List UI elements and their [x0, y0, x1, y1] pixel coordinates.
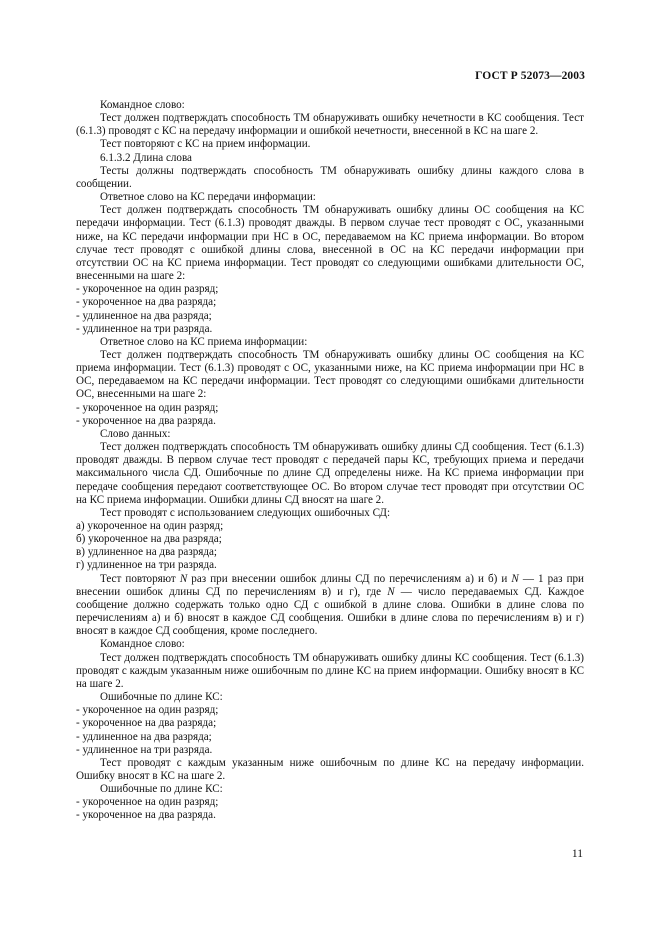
page-number: 11 — [571, 848, 583, 860]
paragraph: Тест проводят с каждым указанным ниже ошибочным по длине КС на передачу информации. Ошибку вносят в КС на шаге 2. — [76, 756, 584, 782]
list-item: б) укороченное на два разряда; — [76, 533, 222, 546]
paragraph: 6.1.3.2 Длина слова — [100, 151, 192, 164]
paragraph: Ответное слово на КС передачи информации: — [100, 191, 316, 204]
list-item: - удлиненное на три разряда. — [76, 743, 213, 756]
list-item: - укороченное на один разряд; — [76, 704, 219, 717]
list-item: - укороченное на два разряда. — [76, 809, 216, 822]
paragraph: Тест повторяют с КС на прием информации. — [100, 138, 311, 151]
paragraph: Тесты должны подтверждать способность ТМ обнаруживать ошибку длины каждого слова в сообщении. — [76, 164, 584, 190]
list-item: - укороченное на два разряда. — [76, 414, 216, 427]
paragraph: Тест должен подтверждать способность ТМ обнаруживать ошибку длины КС сообщения. Тест (6.1.3) проводят с каждым указанным ниже ошибочным по длине КС на прием информации. Ошибку вносят в КС на шаге 2. — [76, 651, 584, 690]
paragraph: Слово данных: — [100, 427, 171, 440]
paragraph: Тест должен подтверждать способность ТМ обнаруживать ошибку длины ОС сообщения на КС передачи информации. Тест (6.1.3) проводят дважды. В первом случае тест проводят с ОС, указанными ниже, на КС передачи информации при НС в ОС, передаваемом на КС приема информации. Во втором случае тест проводят с ошибкой длины слова, внесенной в ОС на КС передачи информации при отсутствии ОС на КС приема информации. Тест проводят со следующими ошибками длительности ОС, внесенными на шаге 2: — [76, 204, 584, 283]
paragraph: Ошибочные по длине КС: — [100, 783, 223, 796]
paragraph: Тест повторяют N раз при внесении ошибок длины СД по перечислениям а) и б) и N — 1 раз при внесении ошибок длины СД по перечислениям в) и г), где N — число передаваемых СД. Каждое сообщение должно содержать только одно СД с ошибкой в длине слова. Ошибки в длине слова по перечислениям а) и б) вносят в каждое СД сообщения. Ошибки в длине слова по перечислениям в) и г) вносят в каждое СД сообщения, кроме последнего. — [76, 572, 584, 638]
paragraph: Командное слово: — [100, 638, 185, 651]
document-body — [76, 99, 584, 823]
list-item: - укороченное на два разряда; — [76, 296, 217, 309]
document-header: ГОСТ Р 52073—2003 — [475, 70, 585, 82]
list-item: - удлиненное на три разряда. — [76, 322, 213, 335]
paragraph: Тест должен подтверждать способность ТМ обнаруживать ошибку длины ОС сообщения на КС приема информации. Тест (6.1.3) проводят с ОС, указанными ниже, на КС приема информации при НС в ОС, передаваемом на КС передачи информации. Тест проводят со следующими ошибками длительности ОС, внесенными на шаге 2: — [76, 348, 584, 401]
list-item: - удлиненное на два разряда; — [76, 309, 212, 322]
list-item: - укороченное на один разряд; — [76, 401, 219, 414]
list-item: - укороченное на один разряд; — [76, 283, 219, 296]
paragraph: Ответное слово на КС приема информации: — [100, 335, 308, 348]
list-item: - укороченное на два разряда; — [76, 717, 217, 730]
list-item: - удлиненное на два разряда; — [76, 730, 212, 743]
paragraph: Тест должен подтверждать способность ТМ обнаруживать ошибку нечетности в КС сообщения. Тест (6.1.3) проводят с КС на передачу информации и ошибкой нечетности, внесенной в КС на шаге 2. — [76, 112, 584, 138]
paragraph: Тест должен подтверждать способность ТМ обнаруживать ошибку длины СД сообщения. Тест (6.1.3) проводят дважды. В первом случае тест проводят с передачей пары КС, требующих приема и передачи максимального числа СД. Ошибочные по длине СД определены ниже. На КС приема информации при передаче сообщения передают соответствующее ОС. Во втором случае тест проводят при отсутствии ОС на КС приема информации. Ошибки длины СД вносят на шаге 2. — [76, 441, 584, 506]
paragraph: Тест проводят с использованием следующих ошибочных СД: — [100, 506, 391, 519]
paragraph: Командное слово: — [100, 99, 185, 111]
list-item: в) удлиненное на два разряда; — [76, 546, 218, 559]
list-item: г) удлиненное на три разряда. — [76, 559, 217, 572]
paragraph: Ошибочные по длине КС: — [100, 691, 223, 704]
list-item: а) укороченное на один разряд; — [76, 520, 224, 532]
list-item: - укороченное на один разряд; — [76, 796, 219, 809]
